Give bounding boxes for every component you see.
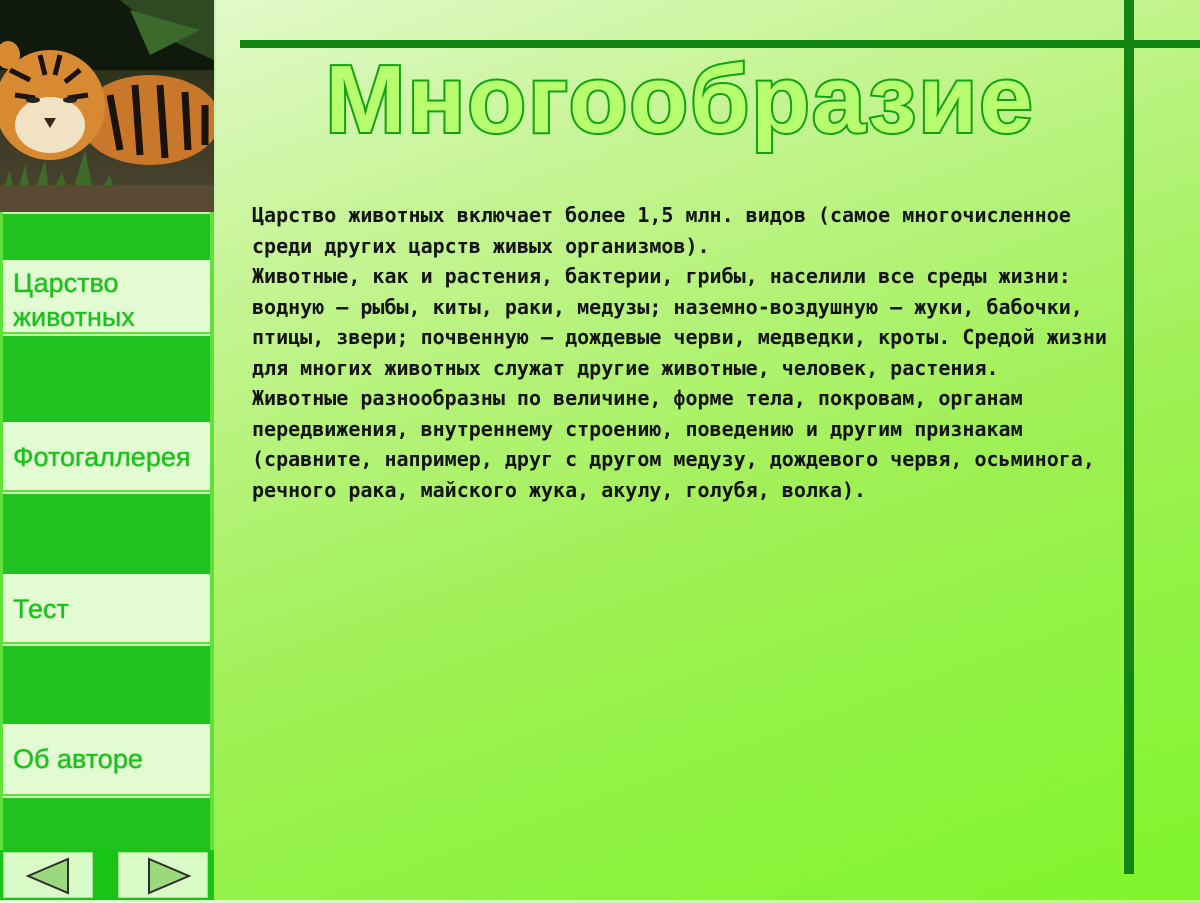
nav-item-label: Тест xyxy=(13,594,69,624)
nav-spacer xyxy=(3,492,210,574)
nav-item-about-author[interactable] xyxy=(3,724,210,794)
nav-spacer xyxy=(3,334,210,422)
paragraph: Животные разнообразны по величине, форме тела, покровам, органам передвижения, внутреннему строению, поведению и другим признакам (сравните, например, друг с другом медузу, дождевого червя, осьминога, речного рака, майского жука, акулу, голубя, волка). xyxy=(252,386,1095,502)
page-title: Многообразие xyxy=(325,46,1035,153)
paragraph: Царство животных включает более 1,5 млн. видов (самое многочисленное среди других царств живых организмов). xyxy=(252,203,1071,258)
next-button[interactable] xyxy=(118,852,208,898)
left-arrow-icon xyxy=(4,853,94,899)
nav-spacer xyxy=(3,212,210,260)
nav-item-label: Царство xyxy=(13,268,119,298)
right-arrow-icon xyxy=(119,853,209,899)
nav-item-label: Об авторе xyxy=(13,744,143,774)
sidebar xyxy=(0,0,214,900)
content-text xyxy=(252,200,1112,505)
nav-item-label: животных xyxy=(13,302,135,332)
nav-item-photo-gallery[interactable] xyxy=(3,422,210,490)
nav-spacer xyxy=(3,644,210,724)
right-divider-line xyxy=(1124,0,1134,874)
tiger-photo xyxy=(0,0,216,212)
nav-item-test[interactable] xyxy=(3,574,210,642)
nav-item-label: Фотогаллерея xyxy=(13,442,191,472)
nav-item-animal-kingdom[interactable] xyxy=(3,260,210,332)
paragraph: Животные, как и растения, бактерии, грибы, населили все среды жизни: водную — рыбы, киты, раки, медузы; наземно-воздушную — жуки, бабочки, птицы, звери; почвенную — дождевые черви, медведки, кроты. Средой жизни для многих животных служат другие животные, человек, растения. xyxy=(252,264,1107,380)
navigation-arrows xyxy=(0,850,214,900)
prev-button[interactable] xyxy=(3,852,93,898)
nav-spacer xyxy=(3,796,210,852)
